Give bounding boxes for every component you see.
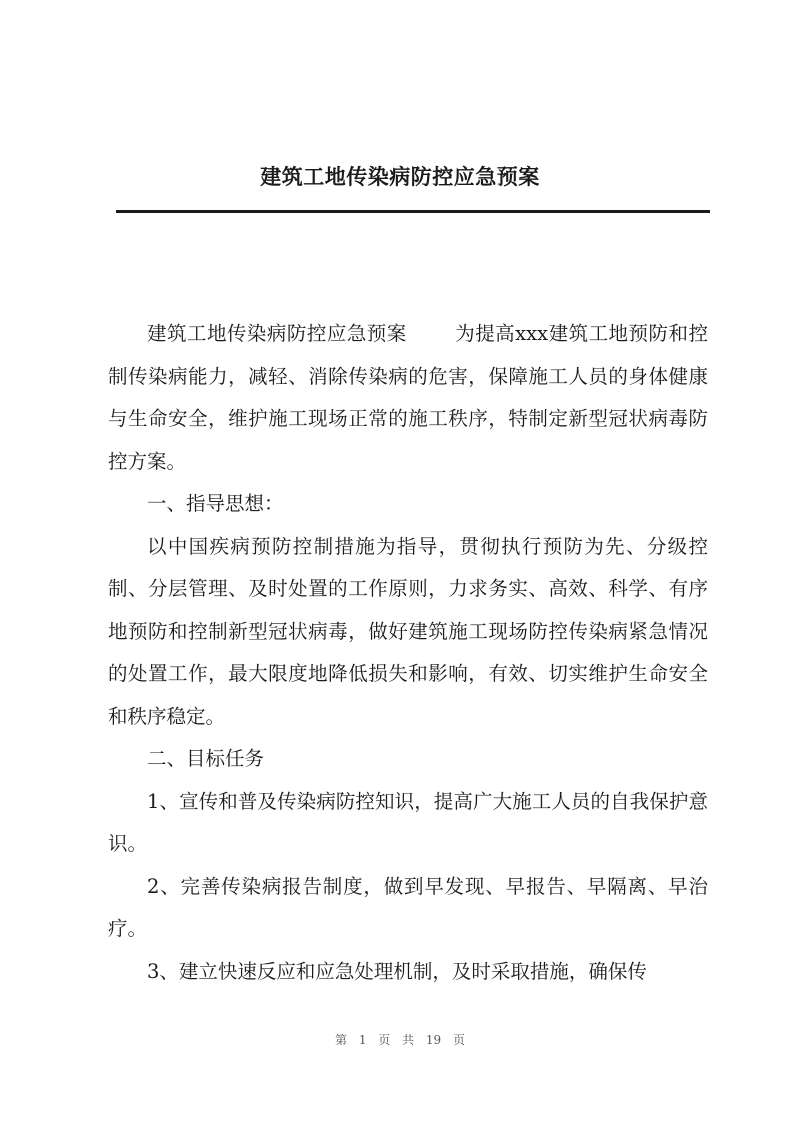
guiding-ideology-paragraph: 以中国疾病预防控制措施为指导，贯彻执行预防为先、分级控制、分层管理、及时处置的工作原则，力求务实、高效、科学、有序地预防和控制新型冠状病毒，做好建筑施工现场防控传染病紧急情况的处置工作，最大限度地降低损失和影响，有效、切实维护生命安全和秩序稳定。 (108, 534, 708, 728)
objective-item-2: 2、完善传染病报告制度，做到早发现、早报告、早隔离、早治疗。 (108, 874, 708, 940)
section-heading-guiding-ideology: 一、指导思想： (147, 492, 284, 515)
title-rule (116, 210, 710, 213)
objective-item-3: 3、建立快速反应和应急处理机制，及时采取措施，确保传 (147, 959, 647, 983)
page-title: 建筑工地传染病防控应急预案 (260, 165, 540, 189)
intro-lead: 建筑工地传染病防控应急预案 (147, 322, 407, 345)
document-body (108, 313, 708, 993)
page-footer: 第 1 页 共 19 页 (335, 1033, 465, 1047)
intro-paragraph (108, 313, 708, 483)
section-heading-objectives: 二、目标任务 (147, 747, 265, 770)
objective-item-1: 1、宣传和普及传染病防控知识，提高广大施工人员的自我保护意识。 (108, 789, 708, 855)
intro-text: 为提高xxx建筑工地预防和控制传染病能力，减轻、消除传染病的危害，保障施工人员的身体健康与生命安全，维护施工现场正常的施工秩序，特制定新型冠状病毒防控方案。 (108, 322, 708, 473)
